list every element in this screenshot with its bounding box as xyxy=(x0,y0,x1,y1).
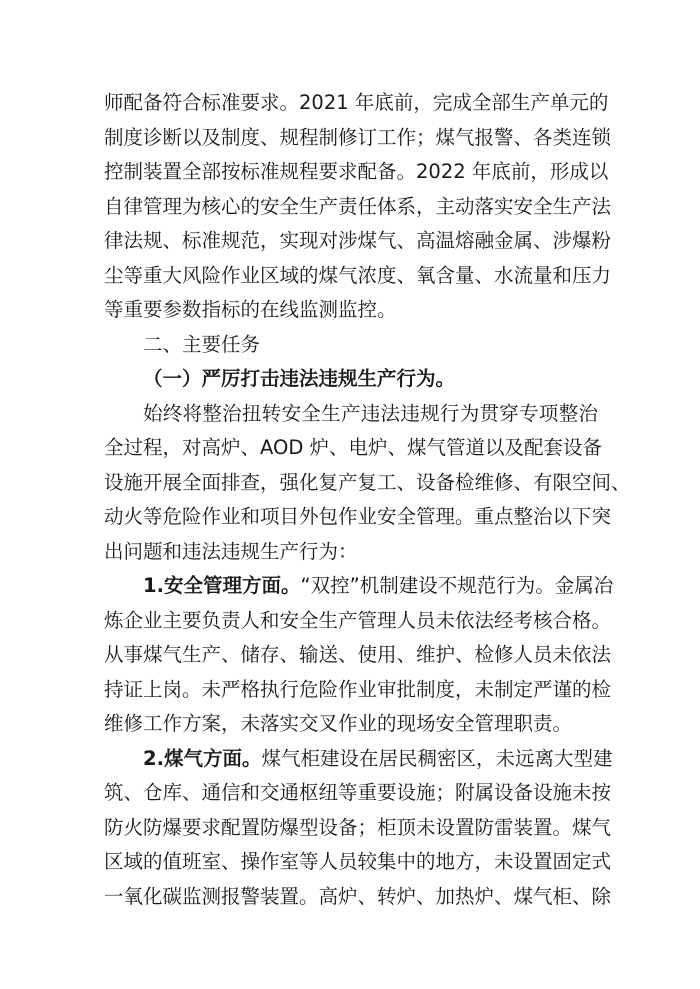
text-line xyxy=(104,569,614,604)
item-safety-management xyxy=(104,569,614,742)
text-line: 师配备符合标准要求。2021 年底前，完成全部生产单元的 xyxy=(104,91,609,114)
item-gas xyxy=(104,742,613,915)
text-line: 全过程，对高炉、AOD 炉、电炉、煤气管道以及配套设备 xyxy=(104,436,603,459)
item-text: “双控”机制建设不规范行为。金属冶 xyxy=(300,574,614,597)
text-line: 维修工作方案，未落实交叉作业的现场安全管理职责。 xyxy=(104,712,573,735)
document-page xyxy=(104,86,631,914)
paragraph-overview xyxy=(104,397,631,570)
text-line: 出问题和违法违规生产行为： xyxy=(104,539,358,563)
text-line xyxy=(104,742,613,777)
text-line: 制度诊断以及制度、规程制修订工作；煤气报警、各类连锁 xyxy=(104,125,612,149)
text-line: 等重要参数指标的在线监测监控。 xyxy=(104,298,397,321)
text-line: 从事煤气生产、储存、输送、使用、维护、检修人员未依法 xyxy=(104,643,612,666)
item-lead: 1.安全管理方面。 xyxy=(143,574,301,597)
paragraph-targets xyxy=(104,86,612,328)
text-line: 动火等危险作业和项目外包作业安全管理。重点整治以下突 xyxy=(104,505,612,528)
text-line: 筑、仓库、通信和交通枢纽等重要设施；附属设备设施未按 xyxy=(104,781,612,804)
text-line: 防火防爆要求配置防爆型设备；柜顶未设置防雷装置。煤气 xyxy=(104,815,612,839)
text-line: 自律管理为核心的安全生产责任体系，主动落实安全生产法 xyxy=(104,194,612,218)
subsection-heading: （一）严厉打击违法违规生产行为。 xyxy=(143,367,456,390)
text-line: 控制装置全部按标准规程要求配备。2022 年底前，形成以 xyxy=(104,160,609,183)
text-line: 设施开展全面排查，强化复产复工、设备检维修、有限空间、 xyxy=(104,470,631,494)
text-line: 持证上岗。未严格执行危险作业审批制度，未制定严谨的检 xyxy=(104,677,612,701)
item-text: 煤气柜建设在居民稠密区，未远离大型建 xyxy=(261,746,613,770)
section-heading: 二、主要任务 xyxy=(143,332,261,356)
text-line: 一氧化碳监测报警装置。高炉、转炉、加热炉、煤气柜、除 xyxy=(104,884,612,908)
text-line: 炼企业主要负责人和安全生产管理人员未依法经考核合格。 xyxy=(104,608,612,632)
text-line: 律法规、标准规范，实现对涉煤气、高温熔融金属、涉爆粉 xyxy=(104,229,612,252)
text-line: 区域的值班室、操作室等人员较集中的地方，未设置固定式 xyxy=(104,850,612,873)
item-lead: 2.煤气方面。 xyxy=(143,746,262,770)
text-line: 尘等重大风险作业区域的煤气浓度、氧含量、水流量和压力 xyxy=(104,263,612,287)
text-line: 始终将整治扭转安全生产违法违规行为贯穿专项整治 xyxy=(143,401,598,425)
